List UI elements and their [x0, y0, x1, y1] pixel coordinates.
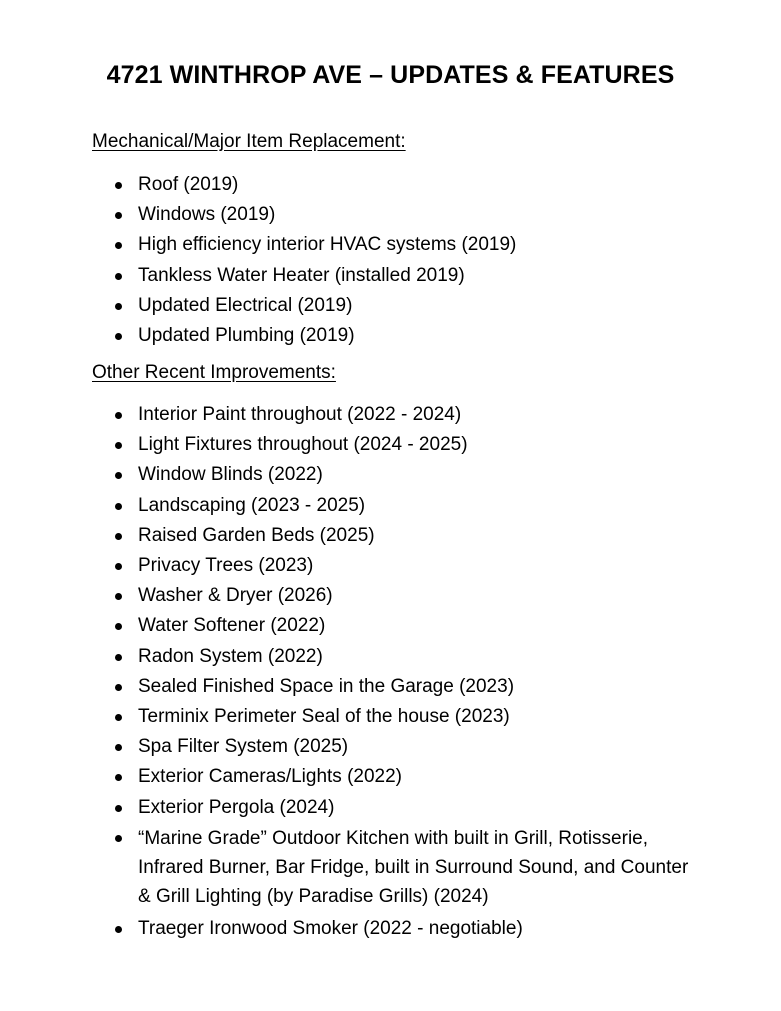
bullet-icon: [115, 714, 122, 721]
list-item: [0, 200, 781, 230]
bullet-icon: [115, 503, 122, 510]
bullet-icon: [115, 442, 122, 449]
bullet-icon: [115, 926, 122, 933]
list-item-text: Tankless Water Heater (installed 2019): [138, 264, 465, 286]
list-item-text: Traeger Ironwood Smoker (2022 - negotiable): [138, 917, 523, 939]
list-item-text: Windows (2019): [138, 204, 276, 226]
bullet-icon: [115, 242, 122, 249]
list-item: [0, 261, 781, 291]
bullet-icon: [115, 182, 122, 189]
list-item-text: High efficiency interior HVAC systems (2019): [138, 234, 517, 256]
list-item-text: Raised Garden Beds (2025): [138, 524, 375, 546]
list-item: [0, 291, 781, 321]
improvements-items-list: [0, 400, 781, 944]
list-item-text: Spa Filter System (2025): [138, 736, 349, 758]
list-item-text: Washer & Dryer (2026): [138, 585, 333, 607]
bullet-icon: [115, 533, 122, 540]
list-item: [0, 581, 781, 611]
bullet-icon: [115, 303, 122, 310]
list-item: [0, 551, 781, 581]
bullet-icon: [115, 212, 122, 219]
bullet-icon: [115, 273, 122, 280]
list-item: [0, 914, 781, 944]
list-item: [0, 460, 781, 490]
bullet-icon: [115, 835, 122, 842]
list-item: [0, 732, 781, 762]
bullet-icon: [115, 472, 122, 479]
bullet-icon: [115, 774, 122, 781]
section-heading-improvements: Other Recent Improvements:: [92, 362, 336, 383]
bullet-icon: [115, 593, 122, 600]
list-item-text: Privacy Trees (2023): [138, 555, 314, 577]
list-item-text: Interior Paint throughout (2022 - 2024): [138, 404, 462, 425]
bullet-icon: [115, 412, 122, 419]
list-item-text: Water Softener (2022): [138, 615, 326, 637]
list-item-text: Exterior Pergola (2024): [138, 796, 335, 818]
list-item: [0, 430, 781, 460]
bullet-icon: [115, 805, 122, 812]
bullet-icon: [115, 563, 122, 570]
list-item-text: Light Fixtures throughout (2024 - 2025): [138, 434, 468, 456]
list-item: [0, 230, 781, 260]
list-item-text: Sealed Finished Space in the Garage (2023): [138, 675, 515, 697]
list-item: [0, 672, 781, 702]
list-item-text: Landscaping (2023 - 2025): [138, 494, 366, 516]
page-title: 4721 WINTHROP AVE – UPDATES & FEATURES: [106, 61, 675, 89]
list-item-text: Terminix Perimeter Seal of the house (2023): [138, 706, 510, 728]
list-item: [0, 702, 781, 732]
list-item: [0, 491, 781, 521]
list-item-text: Window Blinds (2022): [138, 464, 323, 486]
list-item-text: Radon System (2022): [138, 645, 323, 667]
list-item: [0, 823, 781, 914]
section-heading-mechanical: Mechanical/Major Item Replacement:: [92, 131, 406, 152]
list-item-text: Roof (2019): [138, 174, 239, 195]
list-item: [0, 793, 781, 823]
mechanical-items-list: [0, 170, 781, 351]
bullet-icon: [115, 684, 122, 691]
bullet-icon: [115, 333, 122, 340]
list-item-text: “Marine Grade” Outdoor Kitchen with built in Grill, Rotisserie, Infrared Burner, Bar Fridge, built in Surround Sound, and Counter & Grill Lighting (by Paradise Grills) (2024): [138, 827, 689, 907]
list-item: [0, 642, 781, 672]
list-item: [0, 170, 781, 200]
list-item-text: Exterior Cameras/Lights (2022): [138, 766, 402, 788]
list-item-text: Updated Electrical (2019): [138, 294, 353, 316]
bullet-icon: [115, 654, 122, 661]
bullet-icon: [115, 623, 122, 630]
list-item: [0, 762, 781, 792]
list-item-text: Updated Plumbing (2019): [138, 325, 355, 347]
bullet-icon: [115, 744, 122, 751]
list-item: [0, 611, 781, 641]
list-item: [0, 321, 781, 351]
list-item: [0, 400, 781, 430]
list-item: [0, 521, 781, 551]
